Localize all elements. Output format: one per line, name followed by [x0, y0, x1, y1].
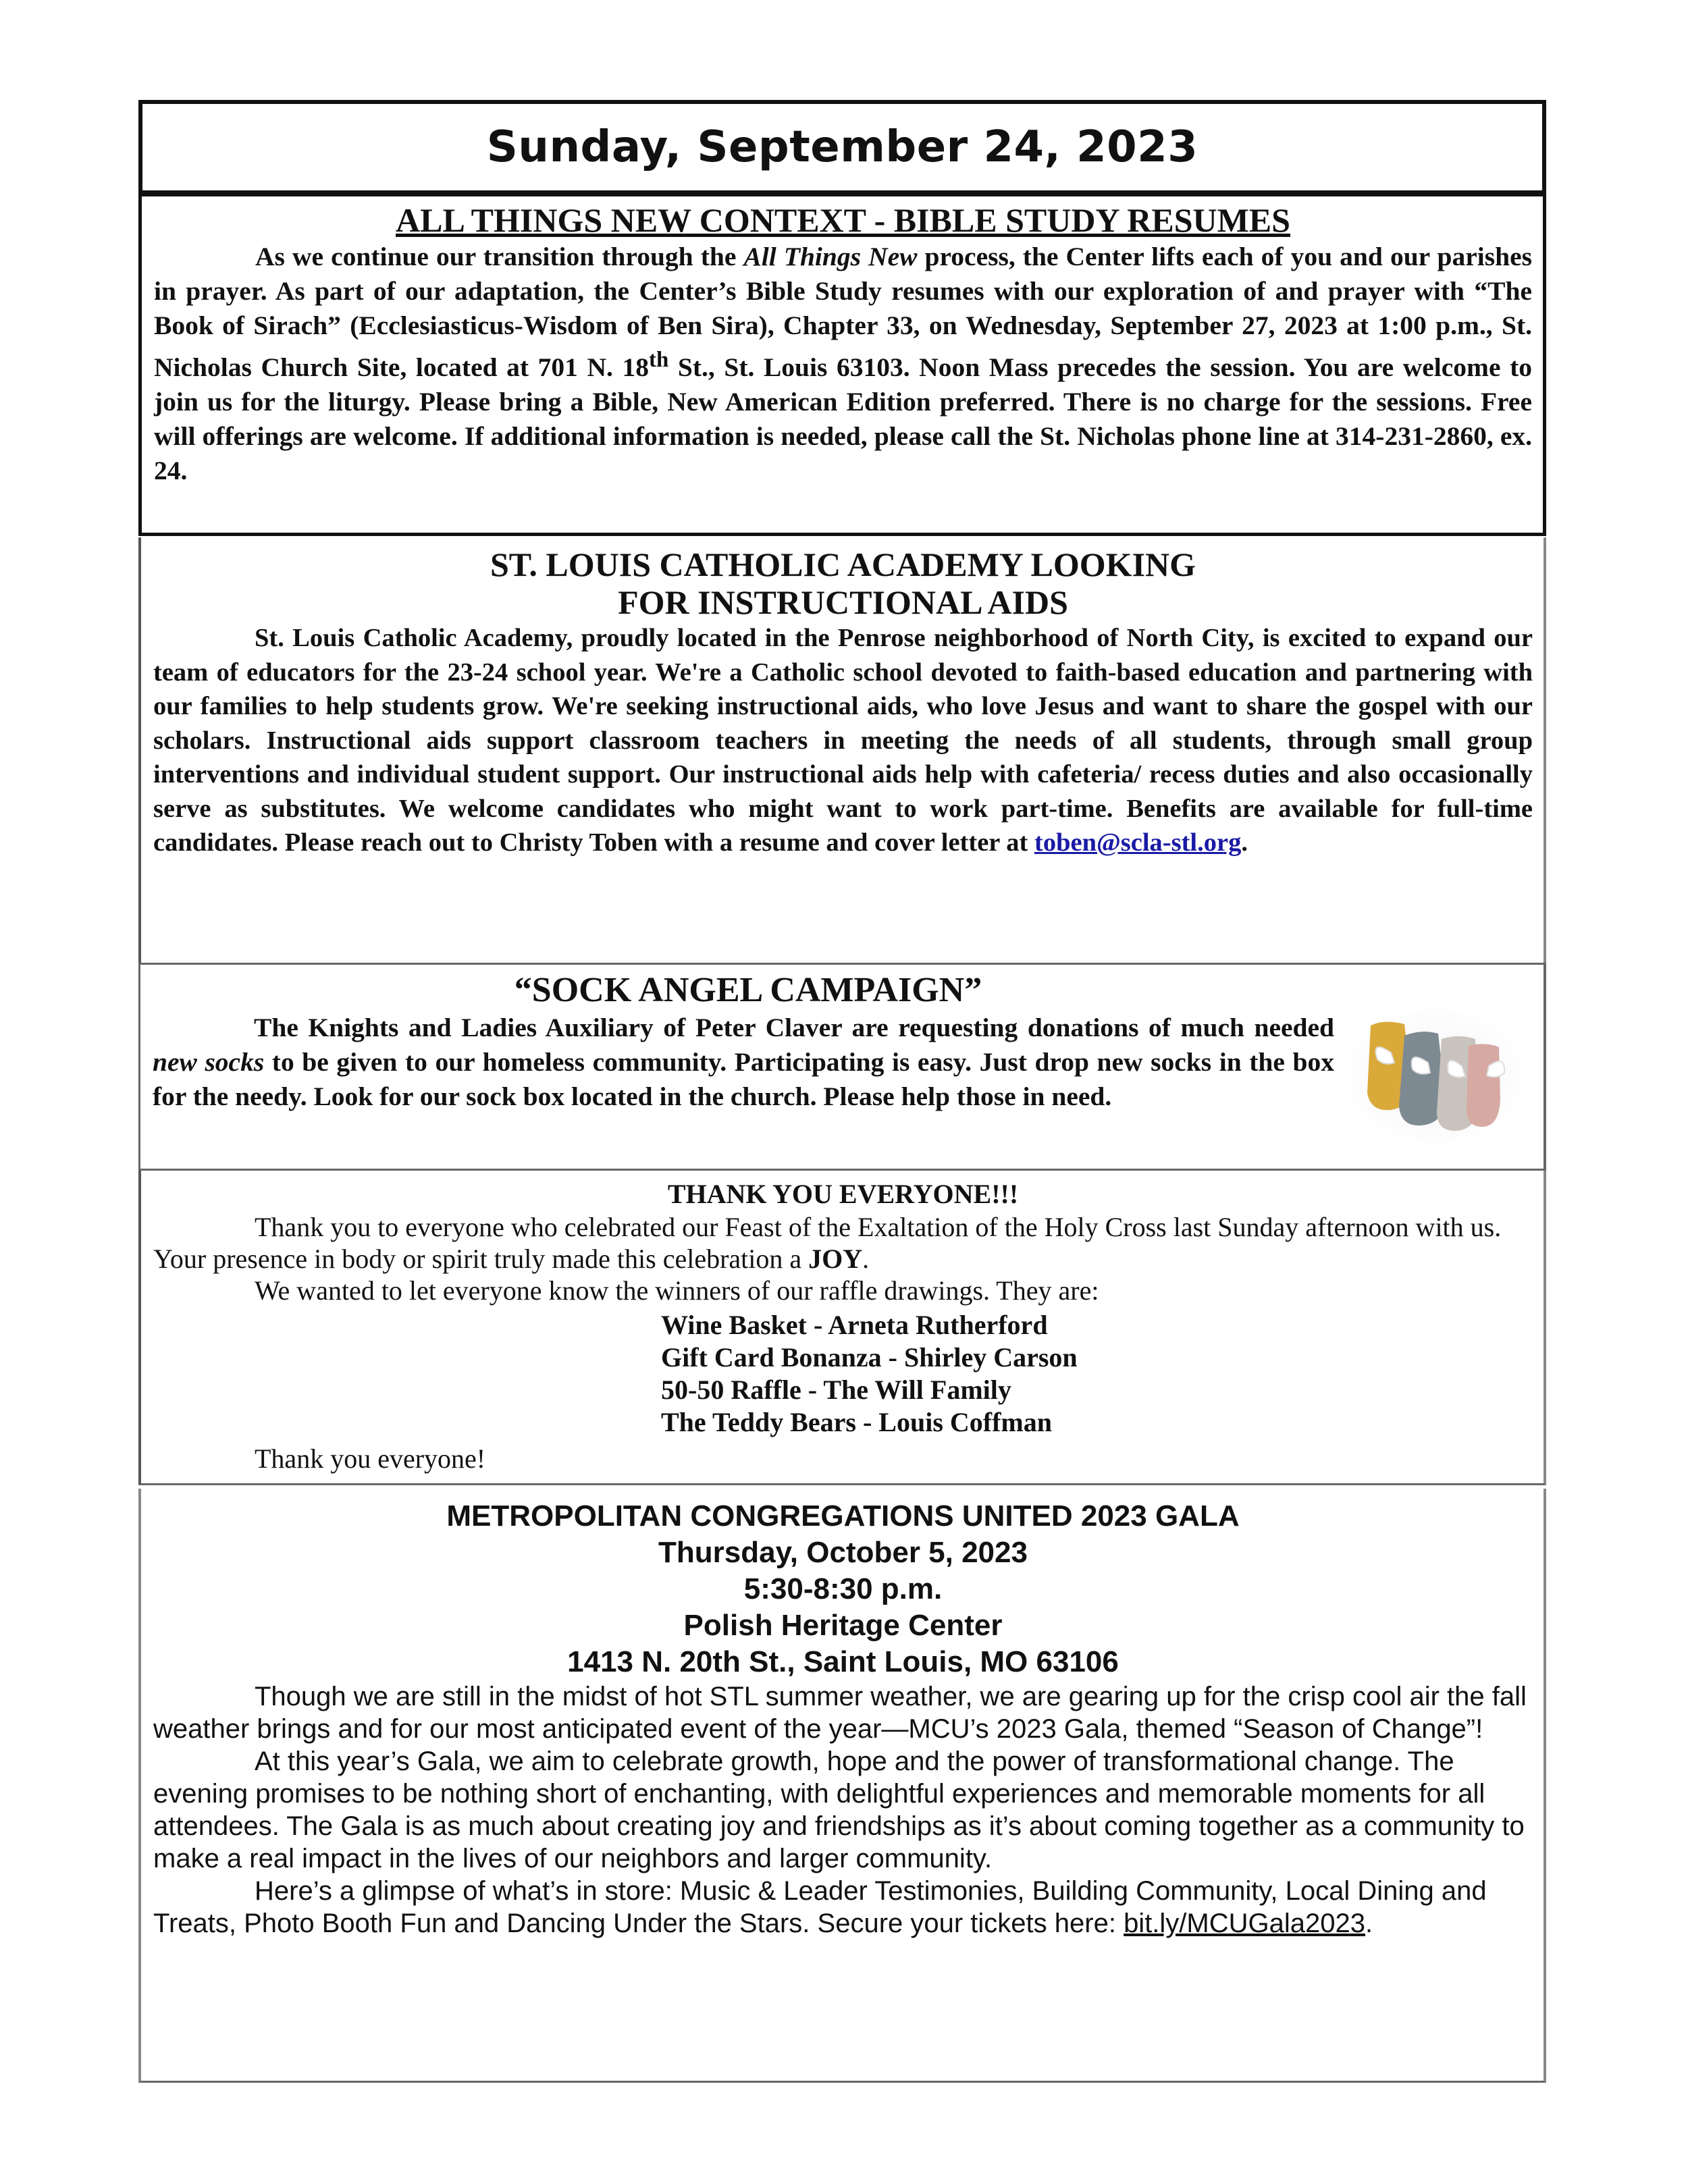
gala-address: 1413 N. 20th St., Saint Louis, MO 63106: [567, 1645, 1119, 1678]
academy-title: ST. LOUIS CATHOLIC ACADEMY LOOKING FOR INSTRUCTIONAL AIDS: [490, 545, 1196, 621]
gala-venue: Polish Heritage Center: [683, 1609, 1003, 1642]
academy-email-link[interactable]: toben@scla-stl.org: [1034, 828, 1242, 857]
list-item: Wine Basket - Arneta Rutherford: [661, 1310, 1048, 1340]
sock-angel-body: The Knights and Ladies Auxiliary of Peter Claver are requesting donations of much needed new socks to be given to our homeless community. Participating is easy. Just drop new socks in the box for the needy. Look for our sock box located in the church. Please help those in need.: [153, 1013, 1334, 1111]
bible-study-body: As we continue our transition through the All Things New process, the Center lifts each of you and our parishes in prayer. As part of our adaptation, the Center’s Bible Study resumes with our exploration of and prayer with “The Book of Sirach” (Ecclesiasticus-Wisdom of Ben Sira), Chapter 33, on Wednesday, September 27, 2023 at 1:00 p.m., St. Nicholas Church Site, located at 701 N. 18th St., St. Louis 63103. Noon Mass precedes the session. You are welcome to join us for the liturgy. Please bring a Bible, New American Edition preferred. There is no charge for the sessions. Free will offerings are welcome. If additional information is needed, please call the St. Nicholas phone line at 314-231-2860, ex. 24.: [154, 242, 1533, 486]
gala-ticket-link[interactable]: bit.ly/MCUGala2023: [1124, 1909, 1365, 1938]
gala-paragraph-3: Here’s a glimpse of what’s in store: Music & Leader Testimonies, Building Community, Local Dining and Treats, Photo Booth Fun and Dancing Under the Stars. Secure your tickets here: bit.ly/MCUGala2023.: [153, 1876, 1487, 1938]
gala-time: 5:30-8:30 p.m.: [743, 1572, 943, 1605]
bible-study-section: [138, 193, 1546, 536]
socks-with-angel-wings-image: [1344, 998, 1526, 1147]
list-item: The Teddy Bears - Louis Coffman: [661, 1407, 1052, 1437]
date-header-box: [138, 100, 1546, 194]
gala-date: Thursday, October 5, 2023: [658, 1536, 1028, 1569]
gala-section: [138, 1489, 1546, 2083]
thank-you-section: [138, 1171, 1546, 1485]
thank-you-body: Thank you to everyone who celebrated our Feast of the Exaltation of the Holy Cross last Sunday afternoon with us. Your presence in body or spirit truly made this celebration a JOY.: [153, 1212, 1502, 1274]
gala-paragraph-1: Though we are still in the midst of hot STL summer weather, we are gearing up for the crisp cool air the fall weather brings and for our most anticipated event of the year—MCU’s 2023 Gala, themed “Season of Change”!: [153, 1682, 1527, 1744]
sock-angel-title: “SOCK ANGEL CAMPAIGN”: [514, 971, 982, 1009]
academy-section: [138, 537, 1546, 963]
thank-you-closing: Thank you everyone!: [255, 1443, 486, 1474]
list-item: Gift Card Bonanza - Shirley Carson: [661, 1342, 1078, 1373]
list-item: 50-50 Raffle - The Will Family: [661, 1375, 1011, 1405]
page-title: Sunday, September 24, 2023: [486, 122, 1198, 172]
sock-angel-section: [138, 963, 1546, 1171]
thank-you-title: THANK YOU EVERYONE!!!: [667, 1179, 1019, 1209]
gala-title: METROPOLITAN CONGREGATIONS UNITED 2023 GALA: [446, 1499, 1240, 1533]
gala-paragraph-2: At this year’s Gala, we aim to celebrate growth, hope and the power of transformational change. The evening promises to be nothing short of enchanting, with delightful experiences and memorable moments for all attendees. The Gala is as much about creating joy and friendships as it’s about coming together as a community to make a real impact in the lives of our neighbors and larger community.: [153, 1747, 1525, 1873]
raffle-winners-list: [153, 1309, 1533, 1439]
bible-study-title: ALL THINGS NEW CONTEXT - BIBLE STUDY RESUMES: [396, 201, 1290, 239]
academy-body: St. Louis Catholic Academy, proudly located in the Penrose neighborhood of North City, is excited to expand our team of educators for the 23-24 school year. We're a Catholic school devoted to faith-based education and partnering with our families to help students grow. We're seeking instructional aids, who love Jesus and want to share the gospel with our scholars. Instructional aids support classroom teachers in meeting the needs of all students, through small group interventions and individual student support. Our instructional aids help with cafeteria/ recess duties and also occasionally serve as substitutes. We welcome candidates who might want to work part-time. Benefits are available for full-time candidates. Please reach out to Christy Toben with a resume and cover letter at toben@scla-stl.org.: [153, 624, 1533, 857]
raffle-intro: We wanted to let everyone know the winners of our raffle drawings. They are:: [255, 1275, 1099, 1306]
